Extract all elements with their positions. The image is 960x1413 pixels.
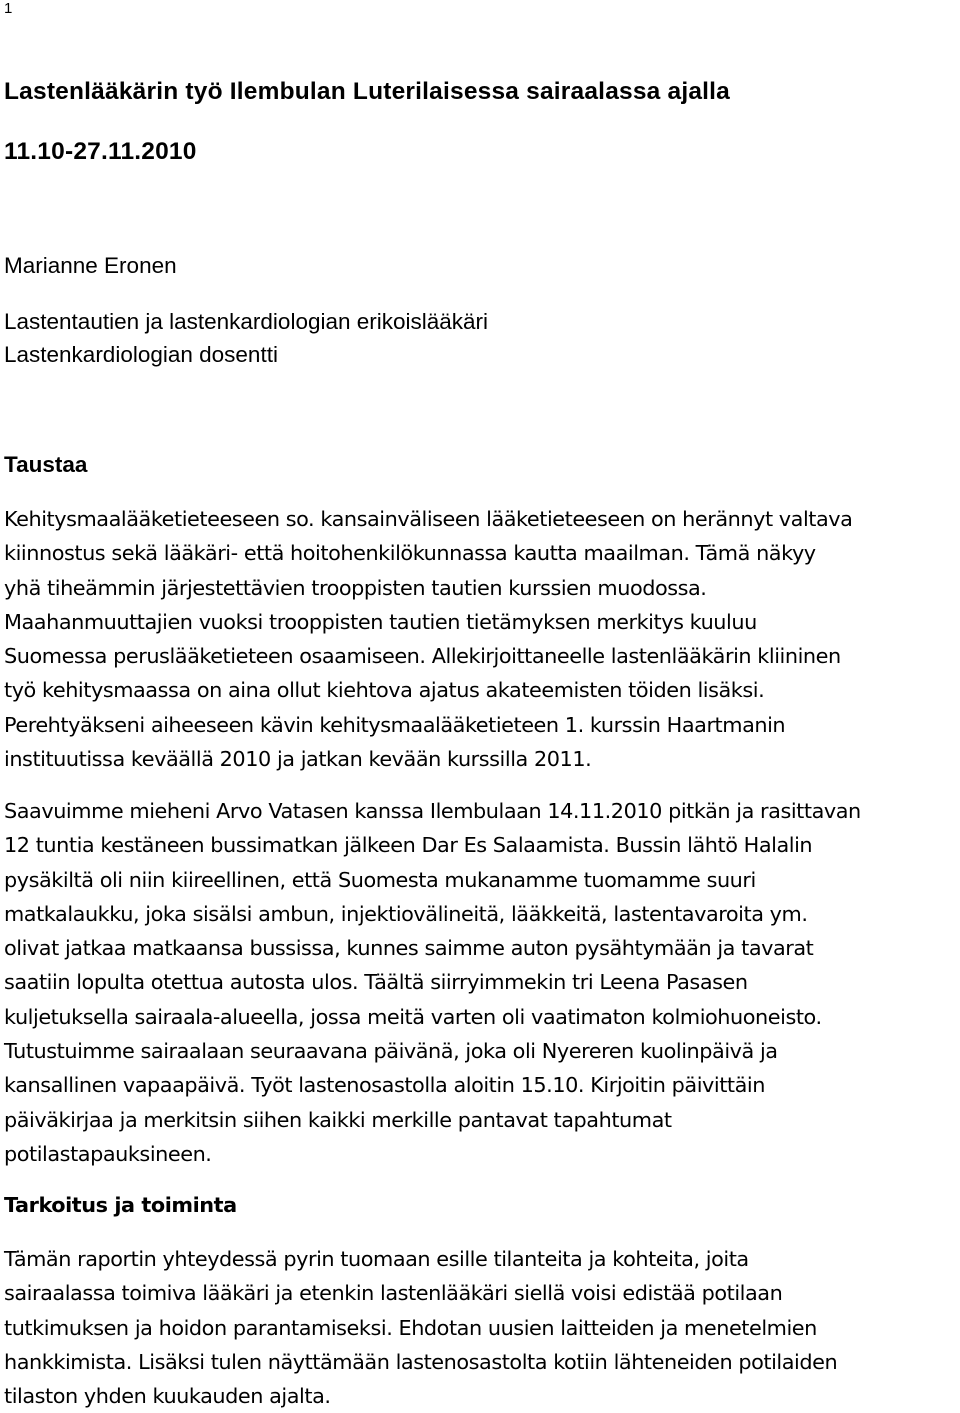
- page-number: 1: [4, 0, 13, 17]
- background-paragraph-2: [4, 794, 960, 1171]
- text-line: matkalaukku, joka sisälsi ambun, injektiovälineitä, lääkkeitä, lastentavaroita ym.: [4, 901, 808, 926]
- text-line: tilaston yhden kuukauden ajalta.: [4, 1384, 331, 1409]
- document-title: [4, 62, 730, 182]
- text-line: yhä tiheämmin järjestettävien trooppisten tautien kurssien muodossa.: [4, 575, 707, 600]
- section-heading-background: Taustaa: [4, 452, 88, 477]
- text-line: tutkimuksen ja hoidon parantamiseksi. Ehdotan uusien laitteiden ja menetelmien: [4, 1315, 817, 1340]
- text-line: Tutustuimme sairaalaan seuraavana päivänä, joka oli Nyereren kuolinpäivä ja: [4, 1039, 778, 1064]
- text-line: 12 tuntia kestäneen bussimatkan jälkeen Dar Es Salaamista. Bussin lähtö Halalin: [4, 833, 813, 858]
- text-line: Kehitysmaalääketieteeseen so. kansainväliseen lääketieteeseen on herännyt valtava: [4, 507, 853, 531]
- author-affiliation: [4, 305, 488, 371]
- text-line: potilastapauksineen.: [4, 1141, 212, 1166]
- text-line: kuljetuksella sairaala-alueella, jossa meitä varten oli vaatimaton kolmiohuoneisto.: [4, 1004, 822, 1029]
- text-line: pysäkiltä oli niin kiireellinen, että Suomesta mukanamme tuomamme suuri: [4, 867, 756, 892]
- text-line: päiväkirjaa ja merkitsin siihen kaikki merkille pantavat tapahtumat: [4, 1107, 672, 1132]
- author-name: Marianne Eronen: [4, 253, 177, 278]
- text-line: työ kehitysmaassa on aina ollut kiehtova ajatus akateemisten töiden lisäksi.: [4, 678, 765, 703]
- purpose-paragraph: [4, 1242, 960, 1413]
- background-paragraph-1: [4, 502, 960, 776]
- text-line: sairaalassa toimiva lääkäri ja etenkin lastenlääkäri siellä voisi edistää potilaan: [4, 1281, 783, 1306]
- text-line: Saavuimme mieheni Arvo Vatasen kanssa Ilembulaan 14.11.2010 pitkän ja rasittavan: [4, 799, 861, 823]
- text-line: saatiin lopulta otettua autosta ulos. Täältä siirryimmekin tri Leena Pasasen: [4, 970, 748, 995]
- affiliation-line: Lastentautien ja lastenkardiologian erikoislääkäri: [4, 309, 489, 334]
- section-heading-purpose: Tarkoitus ja toiminta: [4, 1193, 237, 1217]
- text-line: Suomessa peruslääketieteen osaamiseen. Allekirjoittaneelle lastenlääkärin kliininen: [4, 644, 841, 669]
- text-line: instituutissa keväällä 2010 ja jatkan kevään kurssilla 2011.: [4, 747, 592, 772]
- text-line: kiinnostus sekä lääkäri- että hoitohenkilökunnassa kautta maailman. Tämä näkyy: [4, 541, 816, 566]
- text-line: kansallinen vapaapäivä. Työt lastenosastolla aloitin 15.10. Kirjoitin päivittäin: [4, 1073, 765, 1098]
- text-line: Tämän raportin yhteydessä pyrin tuomaan esille tilanteita ja kohteita, joita: [4, 1247, 749, 1271]
- text-line: Maahanmuuttajien vuoksi trooppisten tautien tietämyksen merkitys kuuluu: [4, 609, 757, 634]
- text-line: Perehtyäkseni aiheeseen kävin kehitysmaalääketieteen 1. kurssin Haartmanin: [4, 712, 786, 737]
- title-line: Lastenlääkärin työ Ilembulan Luterilaisessa sairaalassa ajalla: [4, 78, 730, 105]
- title-line: 11.10-27.11.2010: [4, 138, 197, 165]
- affiliation-line: Lastenkardiologian dosentti: [4, 342, 278, 367]
- text-line: olivat jatkaa matkaansa bussissa, kunnes saimme auton pysähtymään ja tavarat: [4, 936, 814, 961]
- text-line: hankkimista. Lisäksi tulen näyttämään lastenosastolta kotiin lähteneiden potilaiden: [4, 1349, 838, 1374]
